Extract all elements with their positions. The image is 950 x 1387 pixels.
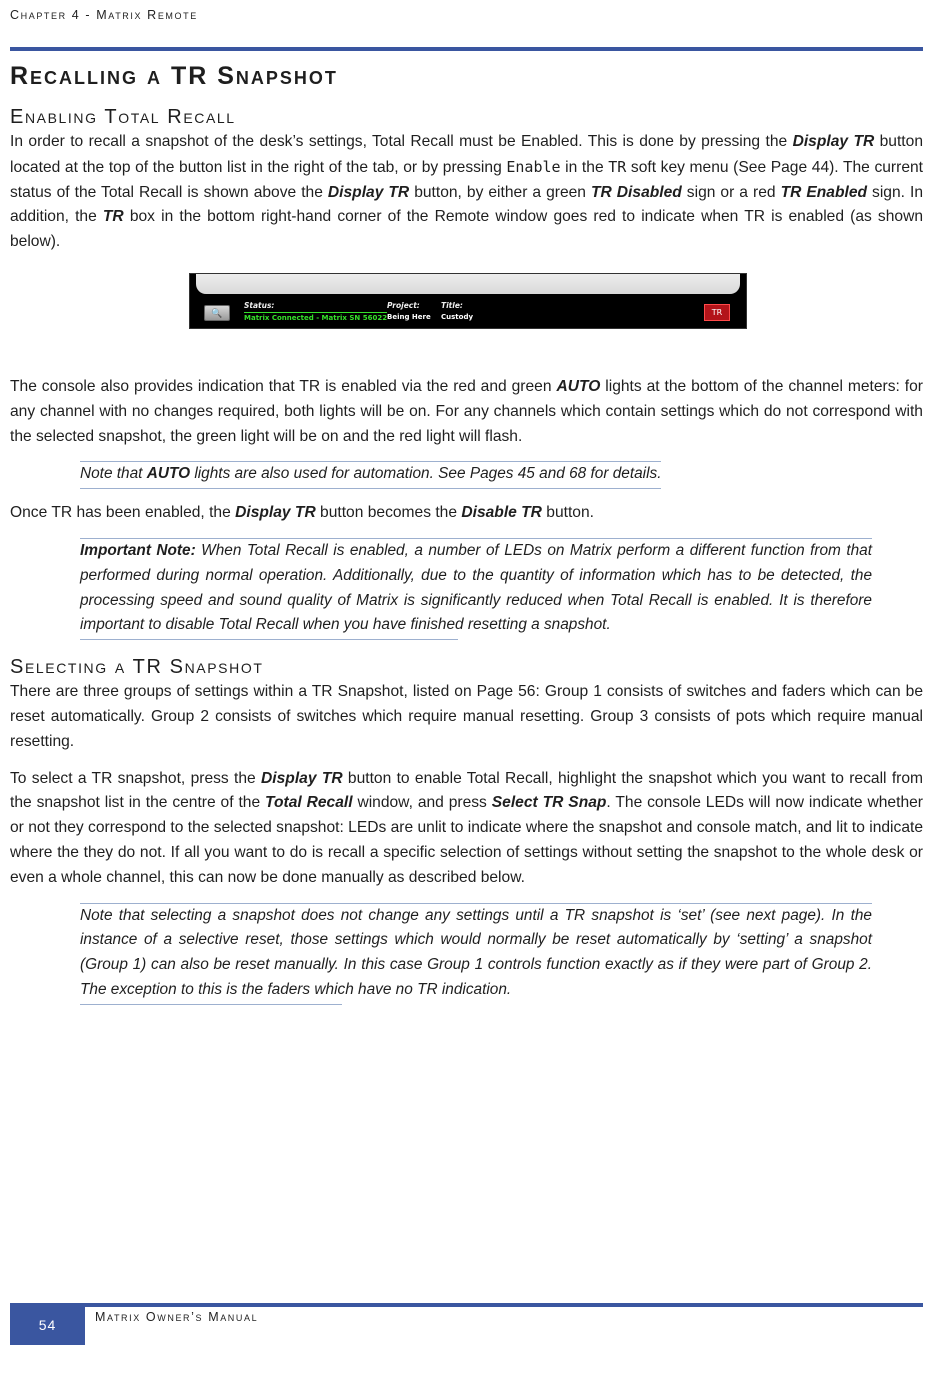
button-ref-display-tr: Display TR [327, 183, 410, 201]
button-ref-display-tr: Display TR [235, 504, 316, 522]
note-underline [80, 639, 458, 640]
button-ref-disable-tr: Disable TR [461, 504, 542, 522]
box-ref-tr: TR [102, 208, 124, 226]
text-run: button becomes the [315, 504, 462, 522]
button-ref-select-tr-snap: Select TR Snap [491, 794, 607, 812]
button-ref-display-tr: Display TR [792, 133, 875, 150]
running-foot: Matrix Owner’s Manual [95, 1310, 259, 1324]
text-run: sign or a red [681, 183, 781, 201]
top-rule [10, 47, 923, 51]
paragraph-disable-tr [10, 501, 923, 526]
search-icon: 🔍 [204, 305, 230, 321]
sign-ref-tr-disabled: TR Disabled [591, 183, 682, 201]
note-underline [80, 488, 661, 489]
note-important [80, 538, 872, 638]
note-selective-reset [80, 903, 872, 1003]
text-run: sign. In addition, the [10, 183, 924, 226]
text-run: In order to recall a snapshot of the desk’s settings, Total Recall must be Enabled. This is done by pressing the [10, 133, 793, 150]
text-run: Once TR has been enabled, the [10, 504, 236, 522]
text-run: When Total Recall is enabled, a number of LEDs on Matrix perform a different function from that performed during normal operation. Additionally, due to the quantity of information which has to be detected, the processing speed and sound quality of Matrix is significantly reduced when Total Recall is enabled. It is therefore important to disable Total Recall when you have finished resetting a snapshot. [80, 541, 872, 634]
window-ref-total-recall: Total Recall [265, 794, 353, 812]
page-content [10, 104, 923, 1015]
page-number: 54 [10, 1303, 85, 1345]
text-run: . The console LEDs will now indicate whether or not they correspond to the selected snapshot: LEDs are unlit to indicate where the snapshot and console match, and lit to indicate where the they do not. If all you want to do is recall a specific selection of settings without setting the snapshot to the whole desk or even a whole channel, this can now be done manually as described below. [10, 794, 923, 886]
status-value: Matrix Connected - Matrix SN 56022 [244, 313, 388, 322]
remote-status-bar-screenshot [189, 273, 747, 329]
text-run: button to enable Total Recall, highlight the snapshot which you want to recall from the snapshot list in the centre of the [10, 769, 924, 812]
title-value: Custody [441, 312, 474, 321]
tr-indicator-box: TR [704, 304, 730, 321]
sign-ref-tr-enabled: TR Enabled [780, 183, 868, 201]
text-run: button, by either a green [409, 183, 591, 201]
softkey-ref-enable: Enable [506, 157, 561, 176]
screenshot-figure [10, 273, 923, 355]
project-label: Project: [387, 300, 420, 310]
text-run: soft key menu (See Page 44). The current status of the Total Recall is shown above the [10, 158, 923, 201]
text-run: button. [541, 504, 594, 522]
window-pane [196, 273, 740, 294]
title-label: Title: [441, 300, 463, 310]
button-ref-display-tr: Display TR [261, 769, 343, 787]
paragraph-select-snapshot [10, 767, 923, 891]
lights-ref-auto: AUTO [146, 465, 191, 483]
note-auto-lights [80, 461, 661, 487]
paragraph-auto-lights [10, 375, 923, 449]
paragraph-groups: There are three groups of settings within a TR Snapshot, listed on Page 56: Group 1 consists of switches and faders which can be reset automatically. Group 2 consists of switches which require manual resetting. Group 3 consists of pots which require manual resetting. [10, 683, 923, 750]
text-run: lights are also used for automation. See Pages 45 and 68 for details. [190, 465, 662, 483]
paragraph-enable-intro [10, 130, 923, 255]
footer-rule [10, 1303, 923, 1307]
section-heading-selecting: Selecting a TR Snapshot [10, 656, 264, 679]
status-label: Status: [244, 300, 275, 310]
text-run: button located at the top of the button list in the right of the tab, or by pressing [10, 133, 923, 176]
text-run: To select a TR snapshot, press the [10, 769, 262, 787]
page-title: Recalling a TR Snapshot [10, 62, 338, 90]
running-head: Chapter 4 - Matrix Remote [10, 8, 198, 22]
text-run: Note that [80, 465, 147, 483]
project-value: Being Here [387, 312, 431, 321]
important-note-label: Important Note: [80, 541, 196, 559]
text-run: The console also provides indication that TR is enabled via the red and green [10, 377, 557, 395]
note-underline [80, 1004, 342, 1005]
text-run: box in the bottom right-hand corner of the Remote window goes red to indicate when TR is enabled (as shown below). [10, 208, 923, 251]
text-run: in the [560, 158, 609, 176]
text-run: window, and press [352, 794, 492, 812]
text-run: Note that selecting a snapshot does not change any settings until a TR snapshot is ‘set’ (see next page). In the instance of a selective reset, those settings which would normally be reset automatically by ‘setting’ a snapshot (Group 1) can also be reset manually. In this case Group 1 controls function exactly as if they were part of Group 2. The exception to this is the faders which have no TR indication. [80, 906, 872, 998]
lights-ref-auto: AUTO [556, 377, 601, 395]
softkey-ref-tr: TR [608, 157, 627, 176]
section-heading-enabling: Enabling Total Recall [10, 106, 236, 128]
text-run: lights at the bottom of the channel meters: for any channel with no changes required, both lights will be on. For any channels which contain settings which do not correspond with the selected snapshot, the green light will be on and the red light will flash. [10, 377, 923, 445]
